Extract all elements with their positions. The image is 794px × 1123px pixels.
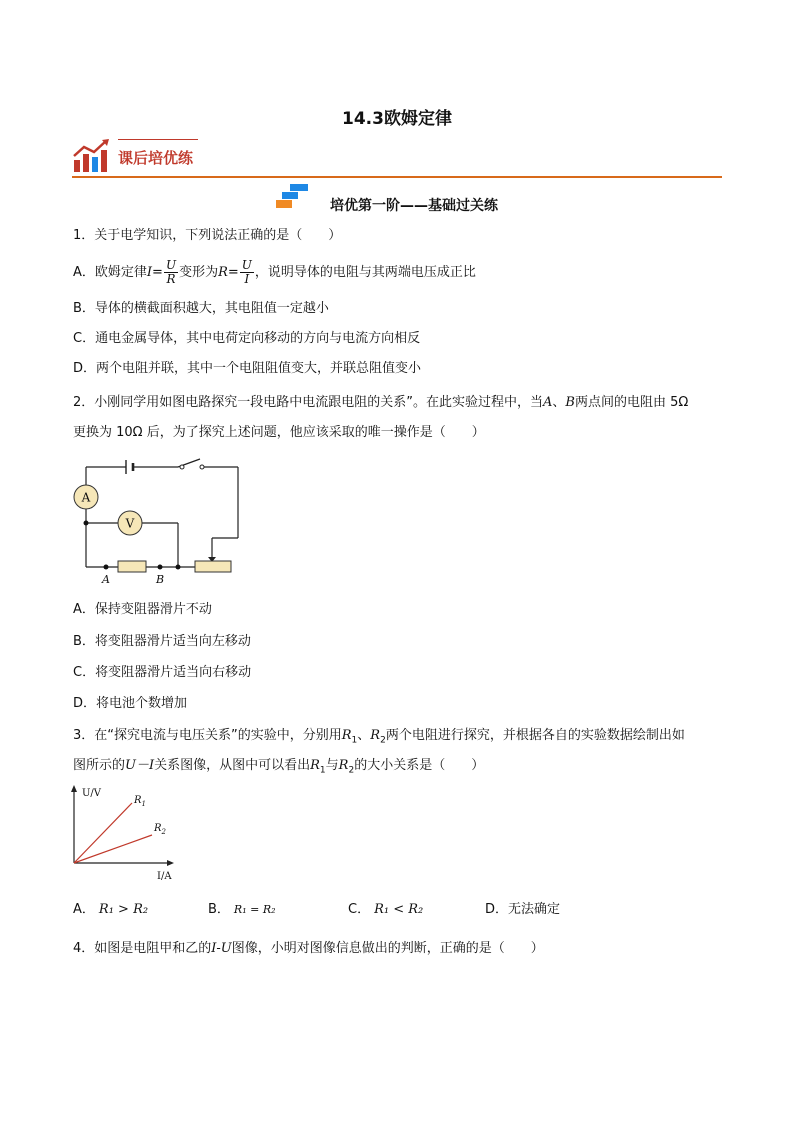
q3-option-c-expr: R₁ < R₂: [374, 902, 424, 917]
q3-r2b: R: [338, 758, 349, 773]
graph-y-axis-label: U/V: [82, 788, 102, 799]
q4-iu: I-U: [211, 941, 232, 956]
q2-stem-point-a: A: [543, 395, 553, 410]
q1-a-den-r: R: [166, 272, 176, 286]
q3-r2-sub: 2: [380, 735, 386, 746]
q2-stem-sep: 、: [552, 395, 566, 410]
q3-r1-sub: 1: [351, 735, 358, 746]
q3-with: 与: [325, 758, 339, 773]
q3-r1b-sub: 1: [319, 765, 326, 776]
q3-r1: R: [341, 728, 352, 743]
q1-option-b: B．导体的横截面积越大，其电阻值一定越小: [73, 301, 329, 316]
q2-option-d: D．将电池个数增加: [73, 696, 188, 711]
q2-stem-point-b: B: [565, 395, 575, 410]
section-divider: [72, 176, 722, 178]
page-title: 14.3欧姆定律: [342, 109, 452, 129]
point-a-label: A: [102, 573, 110, 585]
subsection-title: 培优第一阶——基础过关练: [330, 198, 498, 214]
q1-a-den-i: I: [244, 272, 250, 286]
q3-stem-part4: 关系图像，从图中可以看出: [154, 758, 311, 773]
q2-stem-line2: 更换为 10Ω 后，为了探究上述问题，他应该采取的唯一操作是（ ）: [73, 425, 485, 440]
q3-option-a: [73, 898, 148, 917]
graph-line-r1-label: $R_1$: [134, 795, 146, 808]
q1-a-eq: =: [152, 265, 163, 280]
q3-option-c: [348, 898, 423, 917]
q3-sep: 、: [357, 728, 371, 743]
q3-stem-part2: 两个电阻进行探究，并根据各自的实验数据绘制出如: [385, 728, 685, 743]
q3-option-b-expr: R₁ = R₂: [233, 903, 276, 916]
q3-stem-part3: 图所示的: [73, 758, 126, 773]
q1-a-num-u: U: [165, 258, 177, 272]
q3-r2: R: [370, 728, 381, 743]
q4-stem-part1: 4．如图是电阻甲和乙的: [73, 941, 212, 956]
chart-growth-icon: [72, 138, 112, 174]
graph-line-r2-label: $R_2$: [154, 823, 166, 836]
q2-option-b: B．将变阻器滑片适当向左移动: [73, 634, 251, 649]
q3-option-a-expr: R₁ > R₂: [98, 902, 149, 917]
q1-a-suffix: ，说明导体的电阻与其两端电压成正比: [254, 265, 476, 280]
q1-stem: 1．关于电学知识，下列说法正确的是（ ）: [73, 228, 342, 243]
circuit-diagram: [70, 455, 250, 585]
q4-stem: [73, 940, 544, 958]
q2-option-a: A．保持变阻器滑片不动: [73, 602, 212, 617]
q1-a-prefix: A．欧姆定律: [73, 265, 147, 280]
q2-stem-part2: 两点间的电阻由 5Ω: [574, 395, 689, 410]
q3-stem-part5: 的大小关系是（ ）: [354, 758, 485, 773]
q2-option-c: C．将变阻器滑片适当向右移动: [73, 665, 252, 680]
voltmeter-label: V: [125, 516, 135, 531]
q3-r2b-sub: 2: [348, 765, 355, 776]
section-label: 课后培优练: [118, 149, 194, 167]
q3-stem-line2: [73, 757, 484, 780]
q4-stem-part2: 图像，小明对图像信息做出的判断，正确的是（ ）: [231, 941, 544, 956]
q1-a-fraction-ui: [240, 259, 254, 286]
q1-option-d: D．两个电阻并联，其中一个电阻阻值变大，并联总阻值变小: [73, 361, 422, 376]
ui-graph: [62, 783, 182, 883]
q1-a-num-u2: U: [241, 258, 252, 272]
graph-x-axis-label: I/A: [157, 871, 172, 882]
q1-option-c: C．通电金属导体，其中电荷定向移动的方向与电流方向相反: [73, 331, 421, 346]
q3-option-b-label: B．: [208, 902, 230, 917]
q1-a-var-i: I: [146, 265, 153, 280]
q3-r1b: R: [310, 758, 320, 773]
q3-stem-line1: [73, 727, 685, 750]
q3-option-b: [208, 898, 276, 917]
q2-stem-line1: [73, 394, 688, 412]
ammeter-label: A: [81, 490, 91, 505]
q3-stem-part1: 3．在“探究电流与电压关系”的实验中，分别用: [73, 728, 342, 743]
q1-option-a: [73, 259, 476, 286]
q3-option-a-label: A．: [73, 902, 95, 917]
q3-option-d: D．无法确定: [485, 902, 561, 917]
point-b-label: B: [155, 573, 165, 585]
section-divider-top: [118, 139, 198, 140]
q2-stem-part1: 2．小刚同学用如图电路探究一段电路中电流跟电阻的关系”。在此实验过程中，当: [73, 395, 544, 410]
q1-a-eq2: =: [227, 265, 239, 280]
q3-ui: U－I: [125, 758, 155, 773]
q3-option-c-label: C．: [348, 902, 371, 917]
q1-a-var-r: R: [218, 265, 228, 280]
q1-a-mid: 变形为: [179, 265, 219, 280]
q1-a-fraction-ur: [164, 259, 178, 286]
